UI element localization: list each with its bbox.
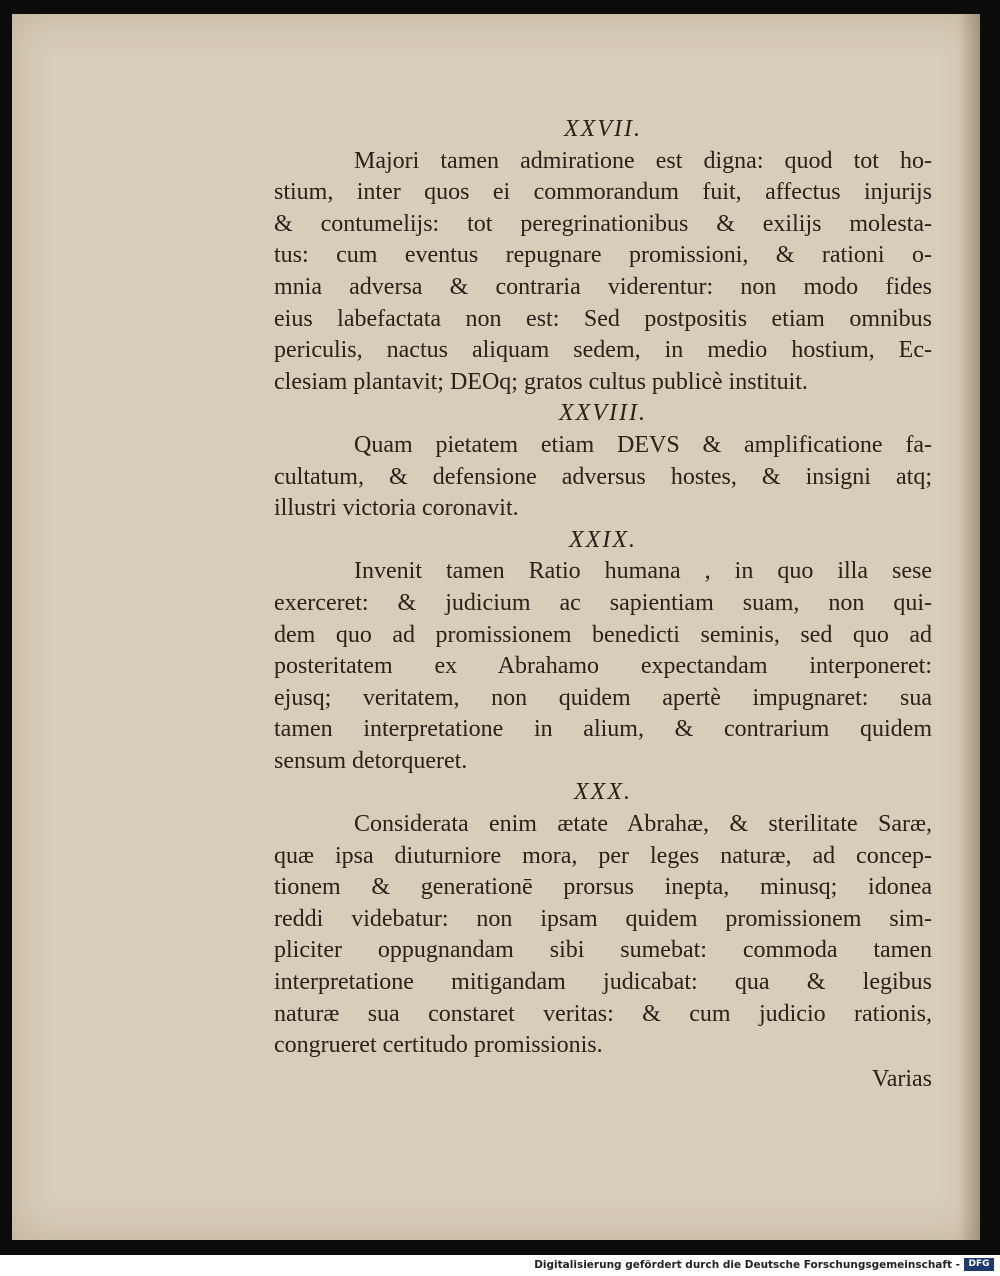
text-line: Majori tamen admiratione est digna: quod tot ho-	[354, 147, 932, 174]
text-line: sensum detorqueret.	[274, 747, 468, 774]
text-line: mnia adversa & contraria viderentur: non modo fides	[274, 273, 932, 300]
footer-bar	[0, 1255, 1000, 1276]
dfg-logo: DFG	[964, 1258, 994, 1271]
text-line: Invenit tamen Ratio humana , in quo illa sese	[354, 558, 932, 585]
text-line: naturæ sua constaret veritas: & cum judicio rationis,	[274, 1000, 932, 1027]
text-line: pliciter oppugnandam sibi sumebat: commoda tamen	[274, 937, 932, 964]
text-line: Quam pietatem etiam DEVS & amplificatione fa-	[354, 431, 932, 458]
text-line: Considerata enim ætate Abrahæ, & sterilitate Saræ,	[354, 811, 932, 838]
section-heading: XXVIII.	[559, 400, 647, 427]
page-gutter-shadow	[958, 14, 980, 1240]
text-line: congrueret certitudo promissionis.	[274, 1032, 603, 1059]
text-line: quæ ipsa diuturniore mora, per leges naturæ, ad concep-	[274, 842, 932, 869]
footer-credit: Digitalisierung gefördert durch die Deutsche Forschungsgemeinschaft -	[534, 1259, 960, 1271]
paragraph	[274, 809, 932, 1062]
text-line: illustri victoria coronavit.	[274, 495, 519, 522]
text-line: interpretatione mitigandam judicabat: qua & legibus	[274, 969, 932, 996]
text-line: ejusq; veritatem, non quidem apertè impugnaret: sua	[274, 684, 932, 711]
page-text	[274, 114, 932, 1095]
paragraph	[274, 430, 932, 525]
text-line: reddi videbatur: non ipsam quidem promissionem sim-	[274, 905, 932, 932]
text-line: dem quo ad promissionem benedicti seminis, sed quo ad	[274, 621, 932, 648]
section-heading: XXVII.	[564, 116, 642, 142]
text-line: stium, inter quos ei commorandum fuit, affectus injurijs	[274, 179, 932, 206]
text-line: tamen interpretatione in alium, & contrarium quidem	[274, 716, 932, 743]
text-line: clesiam plantavit; DEOq; gratos cultus publicè instituit.	[274, 368, 808, 395]
section-heading: XXX.	[574, 779, 632, 806]
catchword: Varias	[872, 1065, 932, 1092]
text-line: exerceret: & judicium ac sapientiam suam, non qui-	[274, 589, 932, 616]
paragraph	[274, 146, 932, 399]
text-line: cultatum, & defensione adversus hostes, & insigni atq;	[274, 463, 932, 490]
text-line: posteritatem ex Abrahamo expectandam interponeret:	[274, 653, 932, 680]
section-heading: XXIX.	[569, 526, 637, 553]
text-line: & contumelijs: tot peregrinationibus & exilijs molesta-	[274, 210, 932, 237]
paragraph	[274, 556, 932, 777]
text-line: tionem & generationē prorsus inepta, minusq; idonea	[274, 874, 932, 901]
text-line: periculis, nactus aliquam sedem, in medio hostium, Ec-	[274, 337, 932, 364]
text-line: eius labefactata non est: Sed postpositis etiam omnibus	[274, 305, 932, 332]
text-line: tus: cum eventus repugnare promissioni, & rationi o-	[274, 242, 932, 269]
